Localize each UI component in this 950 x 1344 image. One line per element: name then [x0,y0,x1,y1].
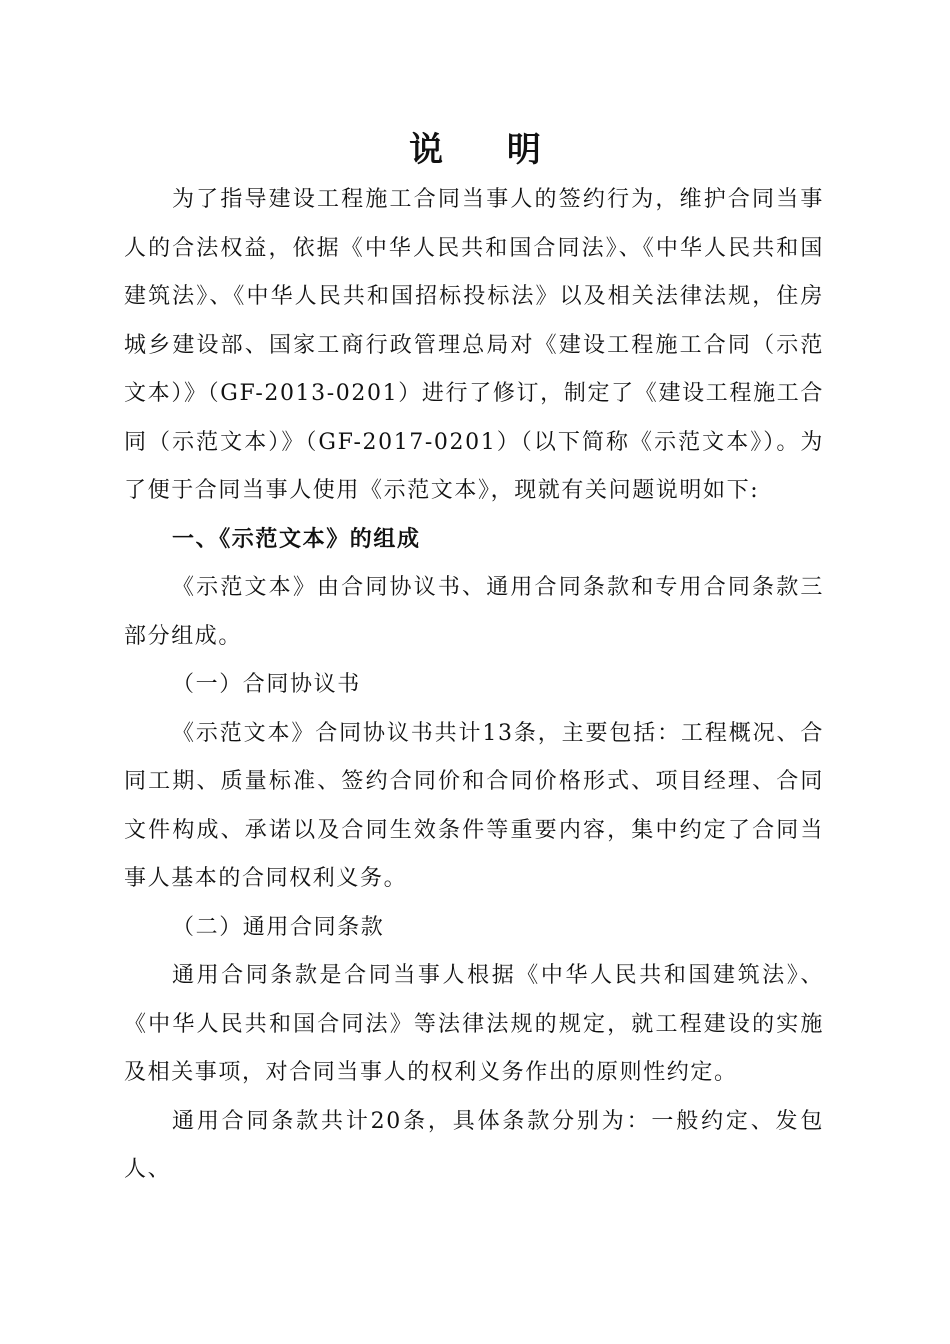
agreement-paragraph: 《示范文本》合同协议书共计13条，主要包括：工程概况、合同工期、质量标准、签约合同价和合同价格形式、项目经理、合同文件构成、承诺以及合同生效条件等重要内容，集中约定了合同当事人基本的合同权利义务。 [124,720,824,891]
intro-paragraph: 为了指导建设工程施工合同当事人的签约行为，维护合同当事人的合法权益，依据《中华人民共和国合同法》、《中华人民共和国建筑法》、《中华人民共和国招标投标法》以及相关法律法规，住房城乡建设部、国家工商行政管理总局对《建设工程施工合同（示范文本）》（GF-2013-0201）进行了修订，制定了《建设工程施工合同（示范文本）》（GF-2017-0201）（以下简称《示范文本》）。为了便于合同当事人使用《示范文本》，现就有关问题说明如下: [124,187,824,503]
section-heading-composition: 一、《示范文本》的组成 [172,526,421,552]
page-title: 说 明 [409,130,567,170]
composition-paragraph: 《示范文本》由合同协议书、通用合同条款和专用合同条款三部分组成。 [124,575,824,649]
general-terms-paragraph: 通用合同条款是合同当事人根据《中华人民共和国建筑法》、《中华人民共和国合同法》等法律法规的规定，就工程建设的实施及相关事项，对合同当事人的权利义务作出的原则性约定。 [124,963,824,1085]
subsection-heading-agreement: （一）合同协议书 [172,672,361,697]
general-terms-list-paragraph: 通用合同条款共计20条，具体条款分别为：一般约定、发包人、 [124,1108,824,1182]
subsection-heading-general-terms: （二）通用合同条款 [172,914,385,940]
document-body [124,176,824,1195]
